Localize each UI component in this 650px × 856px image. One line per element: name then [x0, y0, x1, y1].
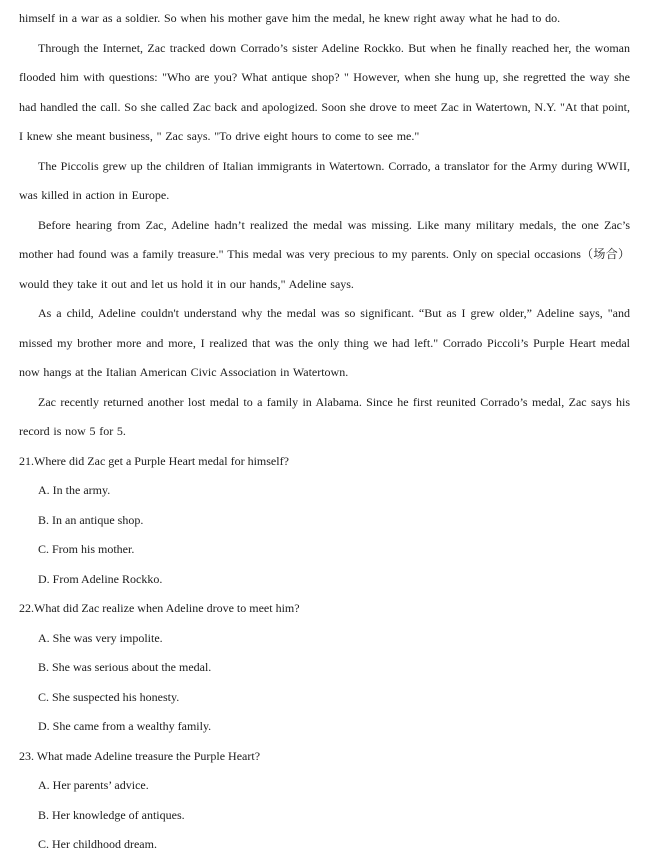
question-22-prompt: 22.What did Zac realize when Adeline drove to meet him? — [19, 601, 300, 615]
question-22 — [19, 594, 630, 742]
question-23-option-b: B. Her knowledge of antiques. — [38, 807, 185, 822]
question-23-option-a: A. Her parents’ advice. — [38, 778, 149, 792]
passage-paragraph-piccolis: The Piccolis grew up the children of Italian immigrants in Watertown. Corrado, a translator for the Army during WWII, was killed in action in Europe. — [19, 158, 630, 202]
question-21-option-d: D. From Adeline Rockko. — [38, 571, 163, 586]
question-21-option-a: A. In the army. — [38, 483, 111, 497]
passage-paragraph-as-a-child: As a child, Adeline couldn't understand why the medal was so significant. “But as I grew older,” Adeline says, "and missed my brother more and more, I realized that was the only thing we had left." Corrado Piccoli’s Purple Heart medal now hangs at the Italian American Civic Association in Watertown. — [19, 306, 630, 379]
question-21-option-b: B. In an antique shop. — [38, 512, 144, 527]
question-23-prompt: 23. What made Adeline treasure the Purple Heart? — [19, 748, 261, 763]
question-23-option-c: C. Her childhood dream. — [38, 837, 157, 851]
question-22-option-a: A. She was very impolite. — [38, 630, 163, 645]
passage-paragraph-before-hearing: Before hearing from Zac, Adeline hadn’t realized the medal was missing. Like many military medals, the one Zac’s mother had found was a family treasure." This medal was very precious to my parents. Only on special occasions（场合）would they take it out and let us hold it in our hands," Adeline says. — [19, 217, 630, 291]
question-22-option-c: C. She suspected his honesty. — [38, 689, 180, 704]
question-21-prompt: 21.Where did Zac get a Purple Heart medal for himself? — [19, 453, 289, 468]
question-22-option-b: B. She was serious about the medal. — [38, 660, 212, 674]
passage-continuation-line: himself in a war as a soldier. So when his mother gave him the medal, he knew right away what he had to do. — [19, 11, 561, 25]
passage-paragraph-internet: Through the Internet, Zac tracked down Corrado’s sister Adeline Rockko. But when he finally reached her, the woman flooded him with questions: "Who are you? What antique shop? " However, when she hung up, she regretted the way she had handled the call. So she called Zac back and apologized. Soon she drove to meet Zac in Watertown, N.Y. "At that point, I knew she meant business, " Zac says. "To drive eight hours to come to see me." — [19, 40, 630, 143]
question-21-option-c: C. From his mother. — [38, 542, 135, 556]
question-21 — [19, 447, 630, 595]
passage-paragraph-record: Zac recently returned another lost medal to a family in Alabama. Since he first reunited Corrado’s medal, Zac says his record is now 5 for 5. — [19, 394, 630, 438]
question-22-option-d: D. She came from a wealthy family. — [38, 719, 212, 733]
question-23 — [19, 742, 630, 856]
